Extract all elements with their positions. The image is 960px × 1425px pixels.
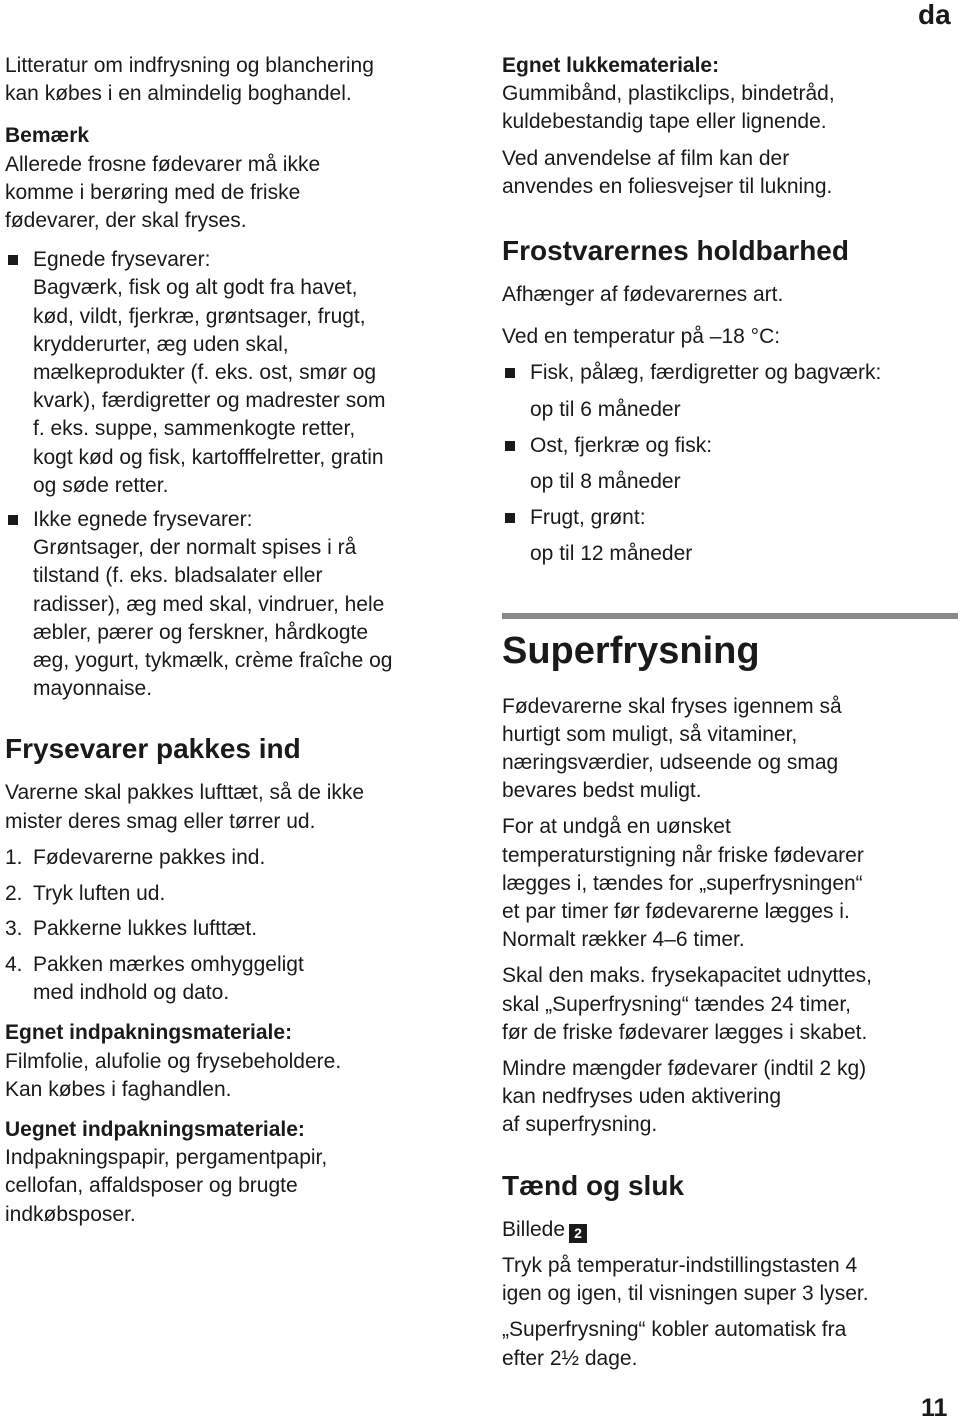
superfreeze-paragraph <box>502 962 957 1047</box>
text-line: cellofan, affaldsposer og brugte <box>5 1174 298 1198</box>
text-line: Allerede frosne fødevarer må ikke <box>5 152 321 176</box>
text-line: Normalt rækker 4–6 timer. <box>502 928 745 952</box>
square-bullet-icon <box>8 255 18 265</box>
text-line: et par timer før fødevarerne lægges i. <box>502 900 850 924</box>
text-line: af superfrysning. <box>502 1113 658 1137</box>
text-line: Skal den maks. frysekapacitet udnyttes, <box>502 964 873 988</box>
text-line: igen og igen, til visningen super 3 lyser. <box>502 1282 869 1306</box>
text-line: Fødevarerne skal fryses igennem så <box>502 694 842 718</box>
closure-material-block <box>502 52 957 137</box>
step-number: 3. <box>5 917 23 941</box>
text-line: efter 2½ dage. <box>502 1346 638 1370</box>
text-line: krydderurter, æg uden skal, <box>33 332 289 356</box>
text-line: æbler, pærer og ferskner, hårdkogte <box>33 620 369 644</box>
text-line: komme i berøring med de friske <box>5 180 301 204</box>
suitable-material-block <box>5 1019 475 1104</box>
unsuitable-material-title: Uegnet indpakningsmateriale: <box>5 1118 305 1141</box>
packing-intro <box>5 779 475 835</box>
text-line: før de friske fødevarer lægges i skabet. <box>502 1020 868 1044</box>
text-line: kan købes i en almindelig boghandel. <box>5 82 352 106</box>
text-line: „Superfrysning“ kobler automatisk fra <box>502 1318 847 1342</box>
step-item <box>5 844 475 872</box>
text-line: med indhold og dato. <box>33 981 230 1005</box>
text-line: Filmfolie, alufolie og frysebeholdere. <box>5 1049 342 1073</box>
note-block <box>5 122 475 235</box>
section-heading-shelf-life: Frostvarernes holdbarhed <box>502 235 849 267</box>
text-line: Pakken mærkes omhyggeligt <box>33 952 304 976</box>
text-line: mayonnaise. <box>33 677 153 701</box>
text-line: kød, vildt, fjerkræ, grøntsager, frugt, <box>33 304 366 328</box>
film-note <box>502 145 957 201</box>
left-column <box>5 52 475 1237</box>
step-number: 4. <box>5 952 23 976</box>
text-line: Indpakningspapir, pergamentpapir, <box>5 1146 328 1170</box>
shelf-life-list <box>502 359 957 568</box>
text-line: kuldebestandig tape eller lignende. <box>502 110 827 134</box>
unsuitable-material-block <box>5 1116 475 1229</box>
text-line: indkøbsposer. <box>5 1202 136 1226</box>
figure-number-badge: 2 <box>569 1224 587 1243</box>
text-line: hurtigt som muligt, så vitaminer, <box>502 722 798 746</box>
text-line: Tryk på temperatur-indstillingstasten 4 <box>502 1253 858 1277</box>
list-item <box>502 432 957 460</box>
step-item <box>5 880 475 908</box>
suitable-material-title: Egnet indpakningsmateriale: <box>5 1021 293 1045</box>
text-line: mister deres smag eller tørrer ud. <box>5 809 316 833</box>
text-line: tilstand (f. eks. bladsalater eller <box>33 564 323 588</box>
text-line: næringsværdier, udseende og smag <box>502 751 839 775</box>
freezing-suitability-list <box>5 246 475 703</box>
step-item <box>5 951 475 1007</box>
text-line: Fødevarerne pakkes ind. <box>33 845 266 869</box>
text-line: lægges i, tændes for „superfrysningen“ <box>502 871 863 895</box>
square-bullet-icon <box>8 515 18 525</box>
section-heading-superfreeze: Superfrysning <box>502 629 760 672</box>
text-line: æg, yogurt, tykmælk, crème fraîche og <box>33 649 393 673</box>
list-item <box>502 359 957 387</box>
storage-duration: op til 6 måneder <box>530 397 681 421</box>
text-line: Gummibånd, plastikclips, bindetråd, <box>502 82 835 106</box>
note-title: Bemærk <box>5 124 90 148</box>
step-number: 2. <box>5 881 23 905</box>
storage-duration: op til 12 måneder <box>530 542 693 566</box>
step-number: 1. <box>5 845 23 869</box>
storage-duration: op til 8 måneder <box>530 470 681 494</box>
text-line: kvark), færdigretter og madrester som <box>33 389 386 413</box>
text-line: Tryk luften ud. <box>33 881 166 905</box>
text-line: skal „Superfrysning“ tændes 24 timer, <box>502 992 851 1016</box>
text-line: Ved anvendelse af film kan der <box>502 146 790 170</box>
storage-category: Fisk, pålæg, færdigretter og bagværk: <box>530 361 882 385</box>
text-line: Egnede frysevarer: <box>33 248 211 272</box>
step-item <box>5 915 475 943</box>
language-code: da <box>918 0 951 30</box>
text-line: mælkeprodukter (f. eks. ost, smør og <box>33 361 377 385</box>
superfreeze-paragraph <box>502 693 957 806</box>
list-item <box>502 504 957 532</box>
text-line: Kan købes i faghandlen. <box>5 1077 232 1101</box>
superfreeze-paragraph <box>502 1055 957 1140</box>
section-heading-onoff: Tænd og sluk <box>502 1169 684 1201</box>
text-line: Bagværk, fisk og alt godt fra havet, <box>33 276 358 300</box>
text-line: Grøntsager, der normalt spises i rå <box>33 536 357 560</box>
storage-category: Ost, fjerkræ og fisk: <box>530 433 713 457</box>
text-line: radisser), æg med skal, vindruer, hele <box>33 592 385 616</box>
square-bullet-icon <box>505 441 515 451</box>
text-line: Litteratur om indfrysning og blanchering <box>5 54 374 77</box>
figure-label: Billede <box>502 1217 566 1241</box>
page-number: 11 <box>921 1394 948 1422</box>
text-line: anvendes en foliesvejser til lukning. <box>502 174 833 198</box>
text-line: Mindre mængder fødevarer (indtil 2 kg) <box>502 1057 867 1081</box>
right-column <box>502 52 957 1381</box>
onoff-paragraph <box>502 1252 957 1308</box>
closure-material-title: Egnet lukkemateriale: <box>502 54 720 77</box>
square-bullet-icon <box>505 513 515 523</box>
text-line: Varerne skal pakkes lufttæt, så de ikke <box>5 781 365 805</box>
text-line: temperaturstigning når friske fødevarer <box>502 843 864 867</box>
text-line: For at undgå en uønsket <box>502 815 731 839</box>
figure-reference <box>502 1216 957 1244</box>
text-line: fødevarer, der skal fryses. <box>5 209 247 233</box>
text-line: og søde retter. <box>33 473 169 497</box>
text-line: Ikke egnede frysevarer: <box>33 508 253 532</box>
list-item <box>5 246 475 500</box>
section-heading-packing: Frysevarer pakkes ind <box>5 733 301 765</box>
temperature-line: Ved en temperatur på –18 °C: <box>502 325 781 349</box>
superfreeze-paragraph <box>502 813 957 954</box>
text-line: kan nedfryses uden aktivering <box>502 1085 781 1109</box>
intro-paragraph <box>5 52 475 108</box>
text-line: Pakkerne lukkes lufttæt. <box>33 917 258 941</box>
packing-steps <box>5 844 475 1008</box>
text-line: bevares bedst muligt. <box>502 779 702 803</box>
list-item <box>5 506 475 703</box>
shelf-life-intro: Afhænger af fødevarernes art. <box>502 283 784 307</box>
section-divider <box>502 613 958 619</box>
storage-category: Frugt, grønt: <box>530 506 646 530</box>
text-line: f. eks. suppe, sammenkogte retter, <box>33 417 356 441</box>
onoff-paragraph <box>502 1316 957 1372</box>
square-bullet-icon <box>505 368 515 378</box>
text-line: kogt kød og fisk, kartofffelretter, gratin <box>33 445 384 469</box>
